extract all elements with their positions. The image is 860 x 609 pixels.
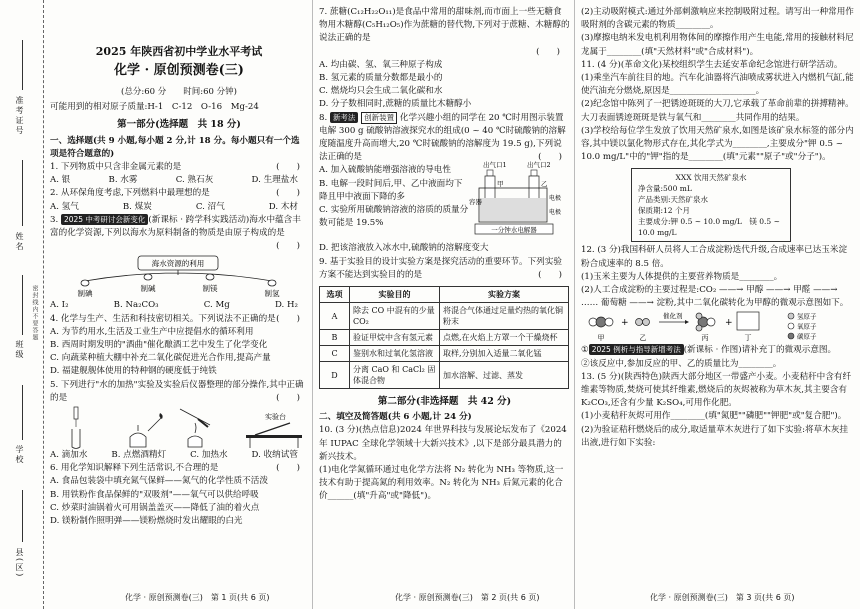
table-header: 实验方案 [440, 287, 569, 303]
molecule-bing [696, 313, 715, 331]
legend-carbon: 碳原子 [797, 332, 817, 341]
q5-option-b: B. 点燃酒精灯 [111, 450, 167, 461]
school-label: 学校 [15, 445, 24, 465]
diagram-top-label: 海水资源的利用 [151, 259, 205, 269]
table-cell: B [320, 330, 350, 346]
sea-water-diagram [50, 253, 308, 299]
bench-label: 实验台 [265, 413, 286, 422]
county-label: 县(区) [15, 548, 24, 579]
q8-option-b: B. 电解一段时间后,甲、乙中液面均下降且甲中液面下降的多 [319, 178, 463, 202]
binding-line [22, 160, 23, 226]
table-cell: 鉴别水和过氧化氢溶液 [350, 346, 440, 362]
page-footer: 化学 · 原创预测卷(三) 第 1 页(共 6 页) [125, 593, 270, 602]
fill-intro: 二、填空及简答题(共 6 小题,计 24 分) [319, 412, 472, 423]
diagram-soda: 制碱 [140, 284, 156, 294]
table-cell: A [320, 303, 350, 330]
q4-option-a: A. 为节约用水,生活及工业生产中应提倡水的循环利用 [50, 326, 254, 337]
q7-option-b: B. 氢元素的质量分数都是最小的 [319, 73, 443, 84]
legend-hydrogen: 氢原子 [797, 312, 817, 321]
table-header: 实验目的 [350, 287, 440, 303]
column-3: (2)主动吸附模式:通过外部刺激响应来控制吸附过程。请写出一种常用作吸附剂的含碳元素的物质________。 (3)摩擦电纳米发电机利用物体间的摩擦作用产生电能,常用的接触材料尼龙属于________(填"天然材料"或"合成材料")。 11. (4 分)(革命文化)某校组织学生去延安革命纪念馆进行研学活动。 (1)乘坐汽车前往目的地。汽车化油器将汽油喷成雾状进入内燃机气缸,能使汽油充分燃烧,原因是____________________。 (2)纪念馆中陈列了一把锈迹斑斑的大刀,它承载了革命前辈的拼搏精神。大刀表面锈迹斑斑是铁与氧气和________共同作用的结果。 (3)学校给每位学生发放了饮用天然矿泉水,如图是该矿泉水标签的部分内容,其中镁以氯化物形式存在,其化学式为________,主要成分"钾 0.5 ~ 10.0 mg/L"中的"钾"指的是________(填"元素""原子"或"分子")。 XXX 饮用天然矿泉水 净含量:500 mL 产品类别:天然矿泉水 保质期:12 个月 主要成分:钾 0.5 ~ 10.0 mg/L 镁 0.5 ~ 10.0 mg/L 12. (3 分)我国科研人员将人工合成淀粉迭代升级,合成速率已达玉米淀粉合成速率的 8.5 倍。 (1)玉米主要为人体提供的主要营养物质是________。 (2)人工合成淀粉的主要过程是:CO₂ ——→ 甲醇 ——→ 甲醛 ——→ …… 葡萄糖 ——→ 淀粉,其中二氧化碳转化为甲醇的微观示意图如下。 甲 + 乙 催化剂 丙 + 丁 氢原子 氧原子 碳原子 ① 2025 例析与指导新增考法 (新课标 · 作图)请补充丁的微观示意图。 ②该反应中,参加反应的甲、乙的质量比为________。 13. (5 分)(陕西特色)陕西大部分地区一带盛产小麦。小麦秸秆中含有纤维素等物质,焚烧可使其纤维素,燃烧后的灰烬被称为草木灰,其主要含有 K₂CO₃,还含有少量 K₂SO₄,可用作化肥。 (1)小麦秸秆灰烬可用作________(填"氮肥""磷肥""钾肥"或"复合肥")。 (2)为验证秸秆燃烧后的成分,取适量草木灰进行了如下实验:将草木灰挂出液,进行如下实验: [574, 0, 854, 609]
svg-text:+: + [725, 318, 733, 329]
electrode-a-label: 电极 [549, 195, 562, 203]
answer-paren[interactable]: ( ) [276, 463, 300, 474]
table-row [320, 303, 569, 330]
alcohol-lamp-icon [130, 413, 163, 447]
table-cell: C [320, 346, 350, 362]
molecule-label: 乙 [639, 334, 647, 343]
q2-option-a: A. 氢气 [50, 201, 79, 212]
table-row [320, 362, 569, 389]
binding-line [22, 275, 23, 335]
table-row [320, 346, 569, 362]
molecule-label: 丁 [744, 334, 752, 343]
column-1 [50, 0, 308, 609]
q8-tag-new: 新考法 [330, 112, 359, 123]
q5-option-d: D. 收纳试管 [251, 450, 298, 461]
q13-part2: (2)为验证秸秆燃烧后的成分,取适量草木灰进行了如下实验:将草木灰挂出液,进行如下实验: [581, 424, 849, 448]
q12-part2: (2)人工合成淀粉的主要过程是:CO₂ ——→ 甲醇 ——→ 甲醛 ——→ …… 葡萄糖 ——→ 淀粉,其中二氧化碳转化为甲醇的微观示意图如下。 [581, 285, 849, 309]
answer-paren[interactable]: ( ) [276, 241, 300, 252]
q8-option-a: A. 加入硫酸钠能增强溶液的导电性 [319, 165, 451, 176]
q12-tag: 2025 例析与指导新增考法 [589, 344, 684, 355]
q1-option-d: D. 生理盐水 [251, 175, 298, 186]
question-4 [50, 313, 308, 379]
question-8: 8. 新考法 创新装置 化学兴趣小组的同学在 20 ℃时用图示装置电解 300 g 硫酸钠溶液探究水的组成(0 ~ 40 ℃时硫酸钠的溶解度随温度升高而增大,20 ℃时硫酸钠的溶解度为 19.5 g),下列说法正确的是 ( ) A. 加入硫酸钠能增强溶液的导电性 B. 电解一段时间后,甲、乙中液面均下降且甲中液面下降的多 C. 实验所用硫酸钠溶液的溶质的质量分数可能是 19.5% 出气口1 出气口2 甲 乙 容器 电极 电极 一分钟水电解器 D. 把该溶液放入冰水中,硫酸钠的溶解度变大 [319, 112, 570, 256]
exam-subtitle: 化学 · 原创预测卷(三) [114, 63, 244, 78]
q1-option-c: C. 熟石灰 [175, 175, 214, 186]
q3-option-b: B. Na₂CO₃ [113, 300, 159, 311]
table-cell: 点燃,在火焰上方罩一个干燥烧杯 [440, 330, 569, 346]
q1-option-b: B. 水雾 [108, 175, 138, 186]
q11-stem: 11. (4 分)(革命文化)某校组织学生去延安革命纪念馆进行研学活动。 [581, 59, 843, 70]
table-cell: 验证甲烷中含有氢元素 [350, 330, 440, 346]
q6-option-d: D. 镁粉制作照明弹——镁粉燃烧时发出耀眼的白光 [50, 516, 243, 527]
q6-option-c: C. 炒菜时油锅着火可用锅盖盖灭——降低了油的着火点 [50, 502, 260, 513]
label-volume: 净含量:500 mL [638, 184, 692, 194]
device-label: 一分钟水电解器 [491, 226, 537, 235]
q10-part3: (3)摩擦电纳米发电机利用物体间的摩擦作用产生电能,常用的接触材料尼龙属于________(填"天然材料"或"合成材料")。 [581, 33, 854, 57]
q3-option-a: A. I₂ [50, 300, 69, 311]
q11-part3: (3)学校给每位学生发放了饮用天然矿泉水,如图是该矿泉水标签的部分内容,其中镁以氯化物形式存在,其化学式为________,主要成分"钾 0.5 ~ 10.0 mg/L"中的"钾"指的是________(填"元素""原子"或"分子")。 [581, 125, 854, 163]
q13-part1: (1)小麦秸秆灰烬可用作________(填"氮肥""磷肥""钾肥"或"复合肥")。 [581, 411, 847, 422]
question-3: 3. 2025 中考研讨会新变化 (新课标 · 跨学科实践活动)海水中蕴含丰富的化学资源,下列以海水为原料制备的物质是由原子构成的是 ( ) 海水资源的利用 制碘 制碱 制镁 制氢 A. I₂ B. Na₂CO₃ C. Mg D. H₂ [50, 214, 308, 313]
q8-option-d: D. 把该溶液放入冰水中,硫酸钠的溶解度变大 [319, 243, 489, 254]
q7-stem: 7. 蔗糖(C₁₂H₂₂O₁₁)是食品中常用的甜味剂,而市面上一些无糖食物用木糖醇(C₅H₁₂O₅)作为蔗糖的替代物,下列对于蔗糖、木糖醇的说法正确的是 [319, 7, 570, 44]
score-time: (总分:60 分 时间:60 分钟) [121, 87, 237, 97]
molecule-label: 丙 [701, 334, 709, 343]
label-shelf-life: 保质期:12 个月 [638, 206, 690, 216]
q2-option-d: D. 木材 [268, 201, 298, 212]
q6-stem: 6. 用化学知识解释下列生活常识,不合理的是 [50, 463, 219, 474]
class-label: 班级 [15, 340, 24, 360]
q12-part1: (1)玉米主要为人体提供的主要营养物质是________。 [581, 271, 783, 282]
heating-tube-icon [180, 409, 210, 447]
q6-option-a: A. 食品包装袋中填充氮气保鲜——氮气的化学性质不活泼 [50, 476, 268, 487]
column-2 [312, 0, 570, 609]
table-cell: D [320, 362, 350, 389]
binding-line [22, 385, 23, 440]
answer-paren[interactable]: ( ) [276, 188, 300, 199]
table-cell: 将混合气体通过足量灼热的氧化铜粉末 [440, 303, 569, 330]
q10-part1: (1)电化学氮循环通过电化学方法将 N₂ 转化为 NH₃ 等物质,这一技术有助于提高氮的利用效率。N₂ 转化为 NH₃ 后氮元素的化合价______(填"升高"或"降低")。 [319, 465, 564, 502]
diagram-magnesium: 制镁 [202, 284, 218, 294]
q7-option-a: A. 均由碳、氢、氧三种原子构成 [319, 59, 443, 70]
q7-option-c: C. 燃烧均只会生成二氧化碳和水 [319, 86, 443, 97]
q11-part2: (2)纪念馆中陈列了一把锈迹斑斑的大刀,它承载了革命前辈的拼搏精神。大刀表面锈迹斑斑是铁与氧气和________共同作用的结果。 [581, 99, 854, 123]
svg-text:+: + [621, 318, 629, 329]
question-1 [50, 161, 308, 187]
question-2 [50, 187, 308, 213]
question-7 [319, 6, 570, 112]
q13-stem: 13. (5 分)(陕西特色)陕西大部分地区一带盛产小麦。小麦秸秆中含有纤维素等物质,焚烧可使其纤维素,燃烧后的灰烬被称为草木灰,其主要含有 K₂CO₃,还含有少量 K₂SO₄,可用作化肥。 [581, 371, 852, 409]
page-footer: 化学 · 原创预测卷(三) 第 2 页(共 6 页) [395, 593, 540, 602]
part1-title: 第一部分(选择题 共 18 分) [117, 119, 241, 131]
question-6 [50, 462, 308, 528]
electrolyzer-figure [469, 160, 573, 240]
table-cell: 取样,分别加入适量二氧化锰 [440, 346, 569, 362]
container-label: 容器 [469, 198, 482, 207]
q4-option-c: C. 向蔬菜种植大棚中补充二氧化碳促进光合作用,提高产量 [50, 353, 271, 364]
question-9 [319, 256, 570, 389]
q8-body [319, 161, 570, 256]
answer-paren[interactable]: ( ) [276, 313, 300, 324]
lab-operations-figure [50, 405, 308, 449]
outlet2-label: 出气口2 [527, 161, 551, 170]
q9-stem: 9. 基于实验目的设计实验方案是探究活动的重要环节。下列实验方案不能达到实验目的的是 [319, 256, 562, 280]
bench-icon [246, 412, 302, 448]
q1-option-a: A. 银 [50, 175, 71, 186]
q2-option-c: C. 沼气 [195, 201, 225, 212]
q3-stem: (新课标 · 跨学科实践活动)海水中蕴含丰富的化学资源,下列以海水为原料制备的物质是由原子构成的是 [50, 214, 301, 239]
q8-option-c: C. 实验所用硫酸钠溶液的溶质的质量分数可能是 19.5% [319, 205, 469, 229]
q6-option-b: B. 用铁粉作食品保鲜的"双吸剂"——氧气可以供给呼吸 [50, 489, 259, 500]
answer-paren[interactable]: ( ) [538, 152, 562, 163]
q3-option-d: D. H₂ [274, 300, 298, 311]
choice-intro: 一、选择题(共 9 小题,每小题 2 分,计 18 分。每小题只有一个选项是符合题意的) [50, 135, 300, 159]
q4-stem: 4. 化学与生产、生活和科技密切相关。下列说法不正确的是 [50, 313, 276, 324]
table-header-row [320, 287, 569, 303]
answer-paren[interactable]: ( ) [276, 392, 300, 403]
answer-box[interactable] [737, 312, 759, 330]
diagram-iodine: 制碘 [77, 289, 93, 299]
atomic-masses: 可能用到的相对原子质量:H-1 C-12 O-16 Mg-24 [50, 102, 259, 113]
table-cell: 除去 CO 中混有的少量 CO₂ [350, 303, 440, 330]
table-cell: 加水溶解、过滤、蒸发 [440, 362, 569, 389]
dropper-tube-icon [72, 407, 80, 449]
q12-part4: ②该反应中,参加反应的甲、乙的质量比为________。 [581, 358, 782, 369]
binding-line [22, 40, 23, 90]
name-label: 姓名 [15, 232, 24, 252]
question-5 [50, 379, 308, 463]
catalyst-label: 催化剂 [663, 312, 683, 321]
q1-stem: 1. 下列物质中只含非金属元素的是 [50, 162, 182, 173]
q8-stem: 化学兴趣小组的同学在 20 ℃时用图示装置电解 300 g 硫酸钠溶液探究水的组成(0 ~ 40 ℃时硫酸钠的溶解度随温度升高而增大,20 ℃时硫酸钠的溶解度为 19.5 g),下列说法正确的是 [319, 112, 566, 163]
q12-part3: (新课标 · 作图)请补充丁的微观示意图。 [683, 345, 837, 356]
exam-number-label: 准考证号 [15, 96, 24, 136]
molecule-yi [636, 319, 650, 326]
molecule-label: 甲 [597, 334, 605, 343]
binding-strip [0, 0, 44, 609]
outlet1-label: 出气口1 [483, 161, 507, 170]
q11-part1: (1)乘坐汽车前往目的地。汽车化油器将汽油喷成雾状进入内燃机气缸,能使汽油充分燃烧,原因是____________________。 [581, 73, 854, 97]
q3-tag: 2025 中考研讨会新变化 [61, 214, 148, 225]
q7-option-d: D. 分子数相同时,蔗糖的质量比木糖醇小 [319, 99, 472, 110]
mineral-water-label [631, 168, 791, 242]
q4-option-b: B. 西周时期发明的"酒曲"催化酿酒工艺中发生了化学变化 [50, 340, 268, 351]
legend-oxygen: 氧原子 [797, 322, 817, 331]
diagram-hydrogen: 制氢 [264, 289, 280, 299]
q5-stem: 5. 下列进行"水的加热"实验及实验后仪器整理的部分操作,其中正确的是 [50, 379, 304, 403]
table-cell: 分离 CaO 和 CaCl₂ 固体混合物 [350, 362, 440, 389]
part2-title: 第二部分(非选择题 共 42 分) [377, 396, 512, 408]
table-row [320, 330, 569, 346]
exam-title: 2025 年陕西省初中学业水平考试 [95, 45, 263, 58]
electrode-b-label: 电极 [549, 209, 562, 217]
molecule-jia [589, 317, 613, 327]
q2-stem: 2. 从环保角度考虑,下列燃料中最理想的是 [50, 188, 210, 199]
q10-stem: 10. (3 分)(热点信息)2024 年世界科技与发展论坛发布了《2024 年 IUPAC 全球化学领域十大新兴技术》,以下是部分最具潜力的新兴技术。 [319, 425, 567, 462]
label-title: XXX 饮用天然矿泉水 [675, 173, 747, 183]
q10-part2: (2)主动吸附模式:通过外部刺激响应来控制吸附过程。请写出一种常用作吸附剂的含碳元素的物质________。 [581, 7, 854, 31]
answer-paren[interactable]: ( ) [276, 162, 300, 173]
tube-jia-label: 甲 [497, 180, 504, 189]
q9-table [319, 286, 569, 389]
tube-yi-label: 乙 [541, 180, 548, 189]
molecular-diagram [581, 310, 853, 344]
seal-note: 密封线内不要答题 [31, 285, 38, 341]
label-components: 主要成分:钾 0.5 ~ 10.0 mg/L 镁 0.5 ~ 10.0 mg/L [638, 217, 780, 238]
answer-paren[interactable]: ( ) [536, 46, 560, 57]
q2-option-b: B. 煤炭 [122, 201, 152, 212]
q5-option-a: A. 滴加水 [50, 450, 88, 461]
q12-stem: 12. (3 分)我国科研人员将人工合成淀粉迭代升级,合成速率已达玉米淀粉合成速率的 8.5 倍。 [581, 245, 848, 269]
answer-paren[interactable]: ( ) [538, 269, 562, 280]
q5-option-c: C. 加热水 [190, 450, 228, 461]
page-footer: 化学 · 原创预测卷(三) 第 3 页(共 6 页) [650, 593, 795, 602]
q4-option-d: D. 福建舰舰体使用的特种钢的硬度低于纯铁 [50, 366, 217, 377]
q3-option-c: C. Mg [203, 300, 230, 311]
q8-tag-device: 创新装置 [361, 112, 397, 124]
table-header: 选项 [320, 287, 350, 303]
label-type: 产品类别:天然矿泉水 [638, 195, 709, 205]
q8-options [319, 164, 469, 230]
binding-line [22, 490, 23, 542]
